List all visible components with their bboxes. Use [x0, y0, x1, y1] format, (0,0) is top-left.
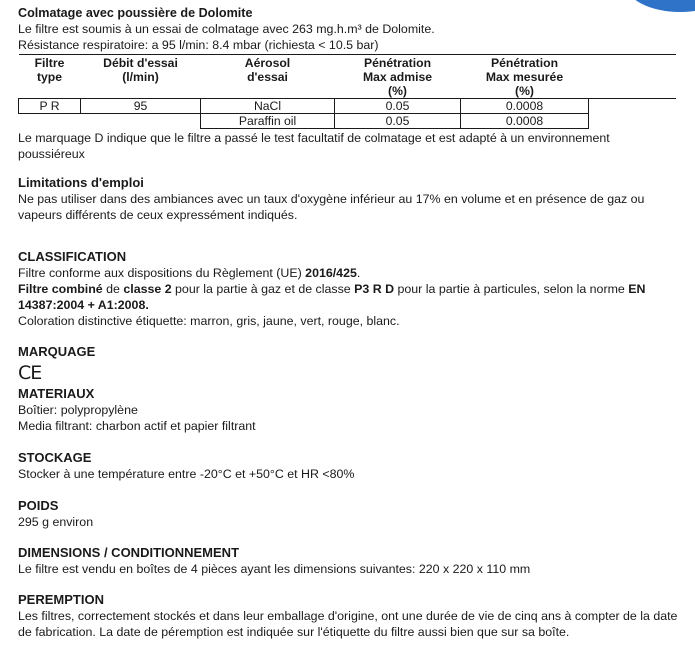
header-line: type	[36, 70, 63, 84]
classification-text: pour la partie à particules, selon la norme	[394, 282, 629, 296]
ce-mark-icon: CE	[18, 362, 42, 384]
dimensions-text: Le filtre est vendu en boîtes de 4 pièces ayant les dimensions suivantes: 220 x 220 x 110 mm	[18, 562, 531, 576]
header-filtre-type	[19, 55, 81, 99]
norm-reference: EN 14387:2004 + A1:2008.	[18, 282, 646, 312]
header-penetration-mesuree	[461, 55, 589, 99]
cell-debit	[81, 114, 201, 129]
cell-spacer	[589, 114, 677, 129]
header-penetration-admise	[335, 55, 461, 99]
classification-text: de	[102, 282, 124, 296]
header-line: Pénétration	[363, 56, 432, 70]
stockage-title: STOCKAGE	[18, 450, 92, 465]
classification-bold: P3 R D	[354, 282, 395, 296]
classification-text: pour la partie à gaz et de classe	[171, 282, 355, 296]
regulation-number: 2016/425	[305, 266, 357, 280]
cell-mesuree: 0.0008	[461, 114, 589, 129]
cell-aerosol: NaCl	[201, 99, 335, 114]
cell-filtre	[19, 114, 81, 129]
classification-text: Filtre conforme aux dispositions du Règlement (UE)	[18, 266, 306, 280]
header-line: Aérosol	[244, 56, 291, 70]
classification-line-2	[18, 281, 678, 313]
materiaux-title: MATERIAUX	[18, 386, 95, 401]
cell-spacer	[589, 99, 677, 114]
peremption-title: PEREMPTION	[18, 592, 104, 607]
document-body	[18, 5, 678, 640]
limitations-text: Ne pas utiliser dans des ambiances avec un taux d'oxygène inférieur au 17% en volume et en présence de gaz ou vapeurs différents de ceux expressément indiqués.	[18, 192, 645, 222]
cell-filtre: P R	[19, 99, 81, 114]
marquage-note: Le marquage D indique que le filtre a passé le test facultatif de colmatage et est adapté à un environnement poussiéreux	[18, 131, 610, 161]
classification-text: .	[356, 266, 361, 280]
header-line: Max mesurée	[485, 70, 564, 84]
table-row	[19, 99, 677, 114]
header-spacer	[589, 55, 677, 99]
poids-title: POIDS	[18, 498, 59, 513]
classification-line-3: Coloration distinctive étiquette: marron, gris, jaune, vert, rouge, blanc.	[18, 314, 400, 328]
materiaux-line-1: Boîtier: polypropylène	[18, 403, 138, 417]
table-row	[19, 114, 677, 129]
header-line: (%)	[515, 84, 534, 98]
peremption-text: Les filtres, correctement stockés et dans leur emballage d'origine, ont une durée de vie de cinq ans à compter de la date de fabrication. La date de péremption est indiquée sur l'étiquette du filtre aussi bien que sur sa boîte.	[18, 609, 678, 639]
header-line: Pénétration	[490, 56, 559, 70]
colmatage-line-1: Le filtre est soumis à un essai de colmatage avec 263 mg.h.m³ de Dolomite.	[18, 22, 435, 36]
dimensions-title: DIMENSIONS / CONDITIONNEMENT	[18, 545, 240, 560]
header-aerosol	[201, 55, 335, 99]
materiaux-line-2: Media filtrant: charbon actif et papier filtrant	[18, 419, 256, 433]
header-debit	[81, 55, 201, 99]
cell-aerosol: Paraffin oil	[201, 114, 335, 129]
poids-text: 295 g environ	[18, 515, 94, 529]
colmatage-title: Colmatage avec poussière de Dolomite	[18, 6, 253, 20]
header-line: Débit d'essai	[103, 56, 178, 70]
header-line: (l/min)	[122, 70, 159, 84]
stockage-text: Stocker à une température entre -20°C et +50°C et HR <80%	[18, 467, 355, 481]
classification-bold: Filtre combiné	[18, 282, 103, 296]
header-line: Max admise	[362, 70, 433, 84]
cell-admise: 0.05	[335, 114, 461, 129]
header-line: Filtre	[34, 56, 65, 70]
penetration-table	[18, 54, 676, 129]
table-header-row	[19, 55, 677, 99]
marquage-title: MARQUAGE	[18, 344, 96, 359]
classification-line-1	[18, 265, 678, 281]
classification-title: CLASSIFICATION	[18, 249, 127, 264]
cell-mesuree: 0.0008	[461, 99, 589, 114]
header-line: d'essai	[247, 70, 288, 84]
limitations-title: Limitations d'emploi	[18, 175, 144, 190]
colmatage-line-2: Résistance respiratoire: a 95 l/min: 8.4 mbar (richiesta < 10.5 bar)	[18, 38, 379, 52]
cell-admise: 0.05	[335, 99, 461, 114]
header-line: (%)	[388, 84, 407, 98]
classification-bold: classe 2	[123, 282, 172, 296]
cell-debit: 95	[81, 99, 201, 114]
